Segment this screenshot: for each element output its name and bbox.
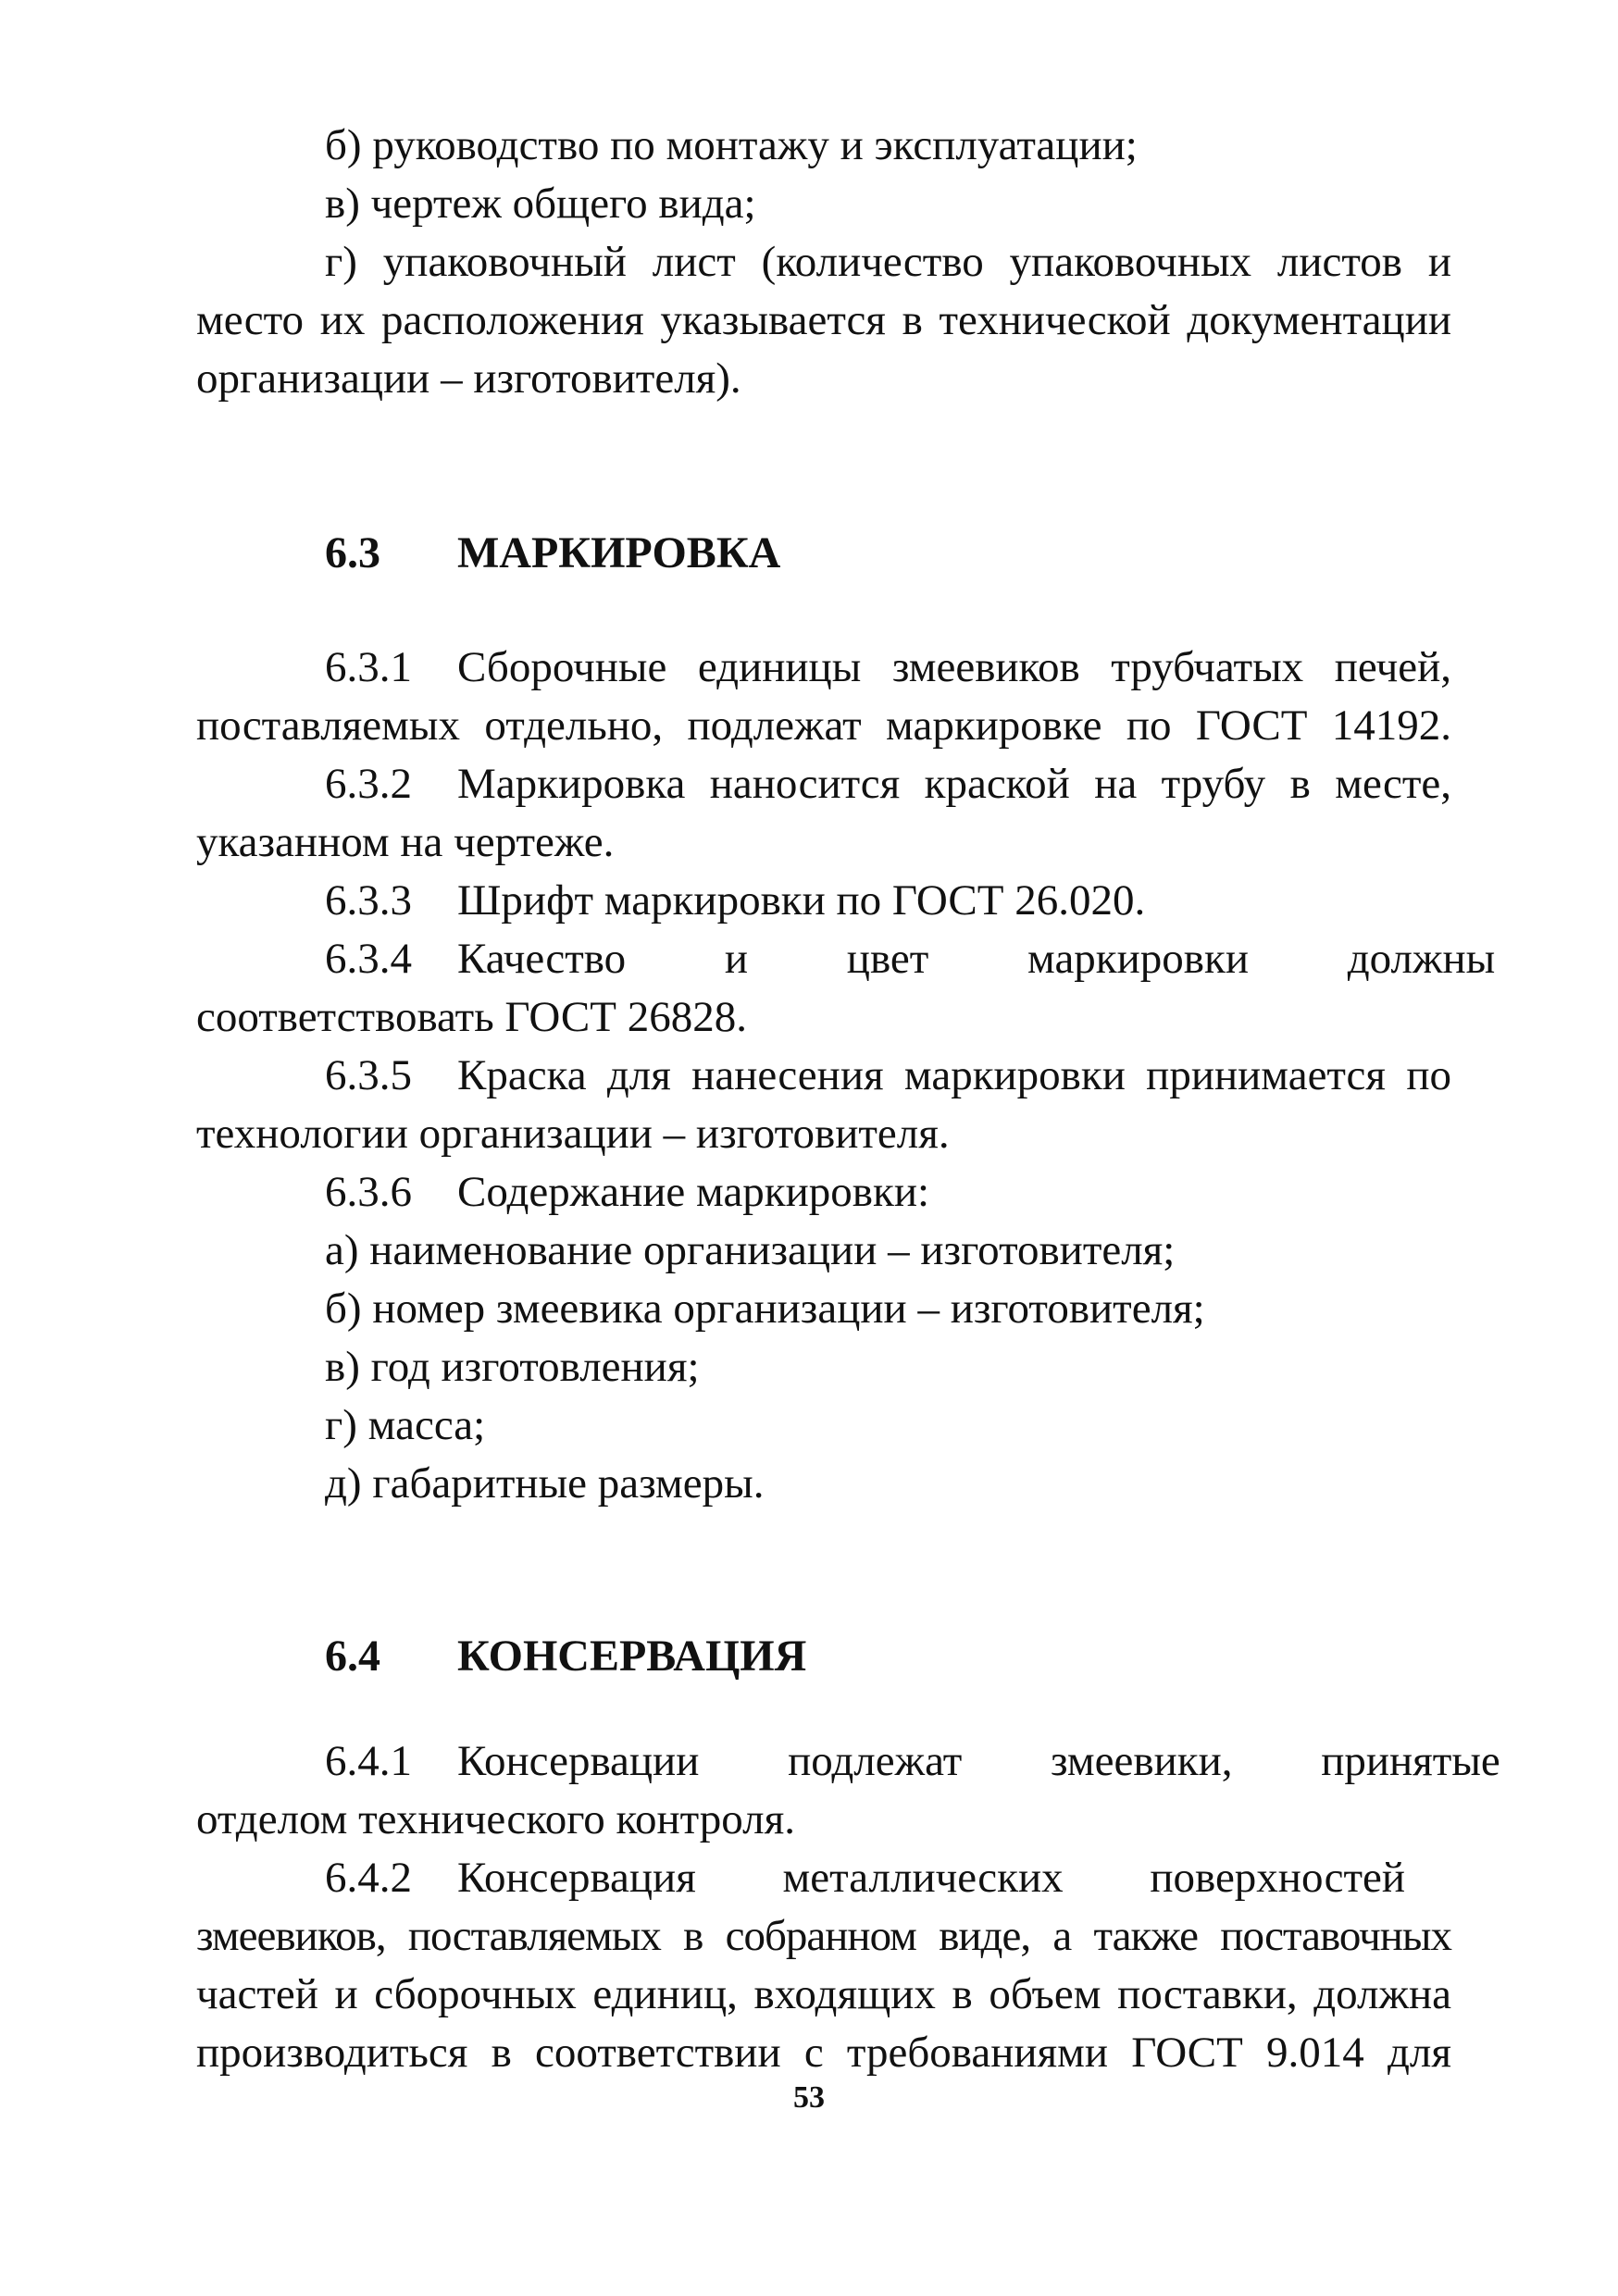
paragraph-line: Консервация металлических поверхностей — [457, 1854, 1406, 1902]
clause-number: 6.3.5 — [325, 1051, 412, 1099]
section-number: 6.4 — [325, 1632, 380, 1681]
list-item: г) масса; — [325, 1401, 486, 1449]
paragraph-line: змеевиков, поставляемых в собранном виде, а также поставочных — [196, 1912, 1451, 1960]
paragraph-line: соответствовать ГОСТ 26828. — [196, 993, 747, 1041]
paragraph-6-3-4 — [196, 930, 1496, 988]
paragraph-6-4-1 — [196, 1732, 1500, 1791]
paragraph-line: технологии организации – изготовителя. — [196, 1110, 950, 1158]
page-number: 53 — [793, 2080, 825, 2115]
clause-number: 6.3.2 — [325, 760, 412, 808]
clause-number: 6.4.1 — [325, 1737, 412, 1785]
paragraph-line: Краска для нанесения маркировки принимается по — [457, 1051, 1451, 1099]
paragraph-line: место их расположения указывается в технической документации — [196, 296, 1451, 344]
paragraph-6-3-2 — [196, 755, 1451, 813]
paragraph-line: Качество и цвет маркировки должны — [457, 935, 1496, 983]
section-body-6-3 — [196, 639, 1496, 1513]
clause-number: 6.3.6 — [325, 1168, 412, 1216]
list-item: в) год изготовления; — [325, 1343, 700, 1391]
section-title: МАРКИРОВКА — [457, 528, 781, 577]
list-item: д) габаритные размеры. — [325, 1459, 765, 1508]
clause-number: 6.4.2 — [325, 1854, 412, 1902]
clause-number: 6.3.1 — [325, 643, 412, 691]
clause-number: 6.3.3 — [325, 876, 412, 925]
packing-documents-list — [196, 117, 1451, 408]
list-item: б) номер змеевика организации – изготовителя; — [325, 1285, 1205, 1333]
section-body-6-4 — [196, 1732, 1500, 2082]
list-item: а) наименование организации – изготовителя; — [325, 1226, 1176, 1274]
paragraph-line: отделом технического контроля. — [196, 1795, 795, 1843]
paragraph-line: организации – изготовителя). — [196, 354, 741, 403]
clause-number: 6.3.4 — [325, 935, 412, 983]
paragraph-line: Шрифт маркировки по ГОСТ 26.020. — [457, 876, 1146, 925]
paragraph-6-4-2 — [196, 1849, 1451, 1907]
list-item: б) руководство по монтажу и эксплуатации; — [325, 121, 1138, 169]
paragraph-line: Содержание маркировки: — [457, 1168, 930, 1216]
paragraph-line: Сборочные единицы змеевиков трубчатых печей, — [457, 643, 1451, 691]
paragraph-6-3-5 — [196, 1047, 1451, 1105]
paragraph-6-3-3 — [196, 872, 1451, 930]
paragraph-6-3-6 — [196, 1163, 1451, 1222]
paragraph-line: указанном на чертеже. — [196, 818, 615, 866]
paragraph-line: производиться в соответствии с требованиями ГОСТ 9.014 для — [196, 2029, 1451, 2077]
paragraph-line: Маркировка наносится краской на трубу в месте, — [457, 760, 1451, 808]
list-item: г) упаковочный лист (количество упаковочных листов и — [325, 238, 1451, 286]
section-number: 6.3 — [325, 528, 380, 577]
section-title: КОНСЕРВАЦИЯ — [457, 1632, 807, 1681]
paragraph-line: Консервации подлежат змеевики, принятые — [457, 1737, 1500, 1785]
paragraph-line: частей и сборочных единиц, входящих в объем поставки, должна — [196, 1970, 1451, 2018]
paragraph-6-3-1 — [196, 639, 1451, 697]
list-item: в) чертеж общего вида; — [325, 180, 756, 228]
section-heading-6-3 — [325, 526, 780, 581]
section-heading-6-4 — [325, 1629, 806, 1684]
paragraph-line: поставляемых отдельно, подлежат маркировке по ГОСТ 14192. — [196, 701, 1451, 750]
